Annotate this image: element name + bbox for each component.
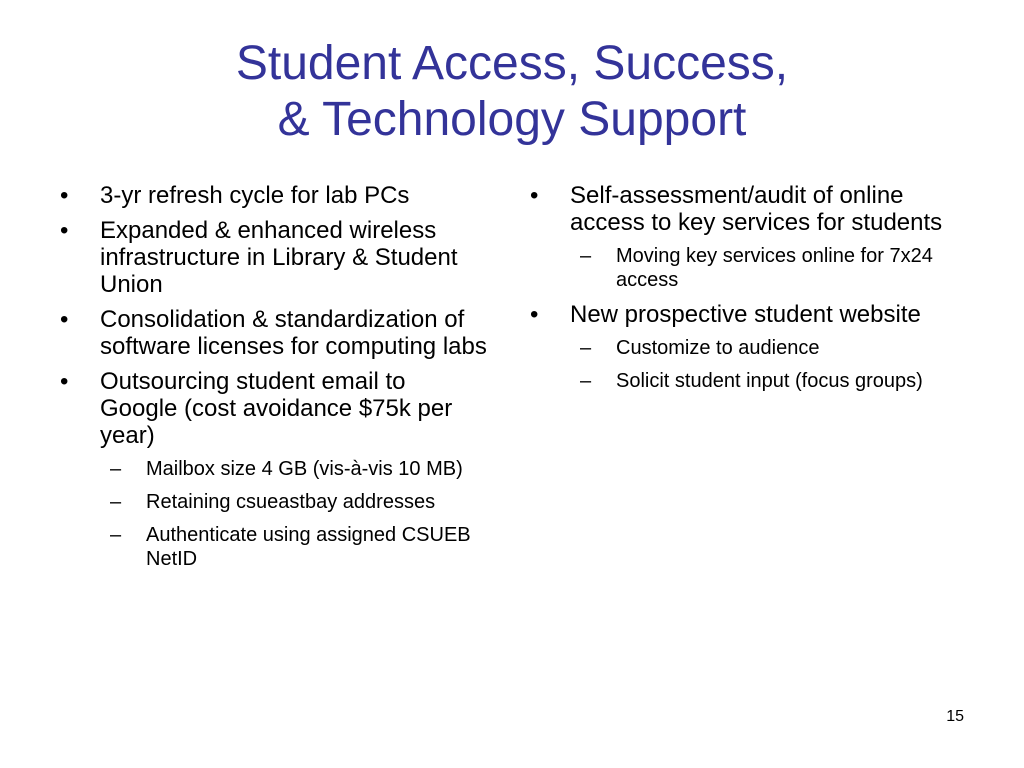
bullet-glyph: • [60,217,69,244]
title-line-1: Student Access, Success, [235,37,789,90]
sub-bullet-item [100,490,488,514]
bullet-glyph: • [60,368,69,395]
bullet-glyph: • [60,182,69,209]
bullet-text: Consolidation & standardization of software licenses for computing labs [100,306,487,360]
title-line-2: & Technology Support [277,93,747,146]
sub-bullet-text: Retaining csueastbay addresses [146,491,436,513]
left-column [58,182,488,580]
bullet-item [528,182,968,292]
sub-bullet-text: Moving key services online for 7x24 access [616,245,933,291]
bullet-item [58,182,488,209]
slide-title [60,36,964,148]
bullet-item [58,368,488,571]
bullet-item [58,217,488,298]
bullet-text: Expanded & enhanced wireless infrastructure in Library & Student Union [100,217,458,298]
dash-glyph: – [110,458,122,480]
dash-glyph: – [110,491,122,513]
bullet-item [528,301,968,393]
sub-bullet-item [100,523,488,571]
dash-glyph: – [580,245,592,267]
bullet-text: Self-assessment/audit of online access to key services for students [570,182,943,236]
sub-bullet-list [570,336,968,393]
right-column [528,182,968,402]
bullet-glyph: • [530,182,539,209]
bullet-text: 3-yr refresh cycle for lab PCs [100,182,410,209]
sub-bullet-item [570,244,968,292]
right-bullet-list [528,182,968,393]
bullet-text: Outsourcing student email to Google (cost avoidance $75k per year) [100,368,453,449]
dash-glyph: – [580,337,592,359]
dash-glyph: – [110,524,122,546]
sub-bullet-text: Authenticate using assigned CSUEB NetID [146,524,471,570]
sub-bullet-text: Mailbox size 4 GB (vis-à-vis 10 MB) [146,458,463,480]
sub-bullet-list [570,244,968,292]
bullet-item [58,306,488,360]
sub-bullet-list [100,457,488,571]
sub-bullet-item [100,457,488,481]
sub-bullet-text: Customize to audience [616,337,820,359]
page-number: 15 [946,708,964,725]
left-bullet-list [58,182,488,571]
bullet-text: New prospective student website [570,301,921,328]
dash-glyph: – [580,370,592,392]
bullet-glyph: • [60,306,69,333]
sub-bullet-text: Solicit student input (focus groups) [616,370,923,392]
bullet-glyph: • [530,301,539,328]
sub-bullet-item [570,336,968,360]
sub-bullet-item [570,369,968,393]
